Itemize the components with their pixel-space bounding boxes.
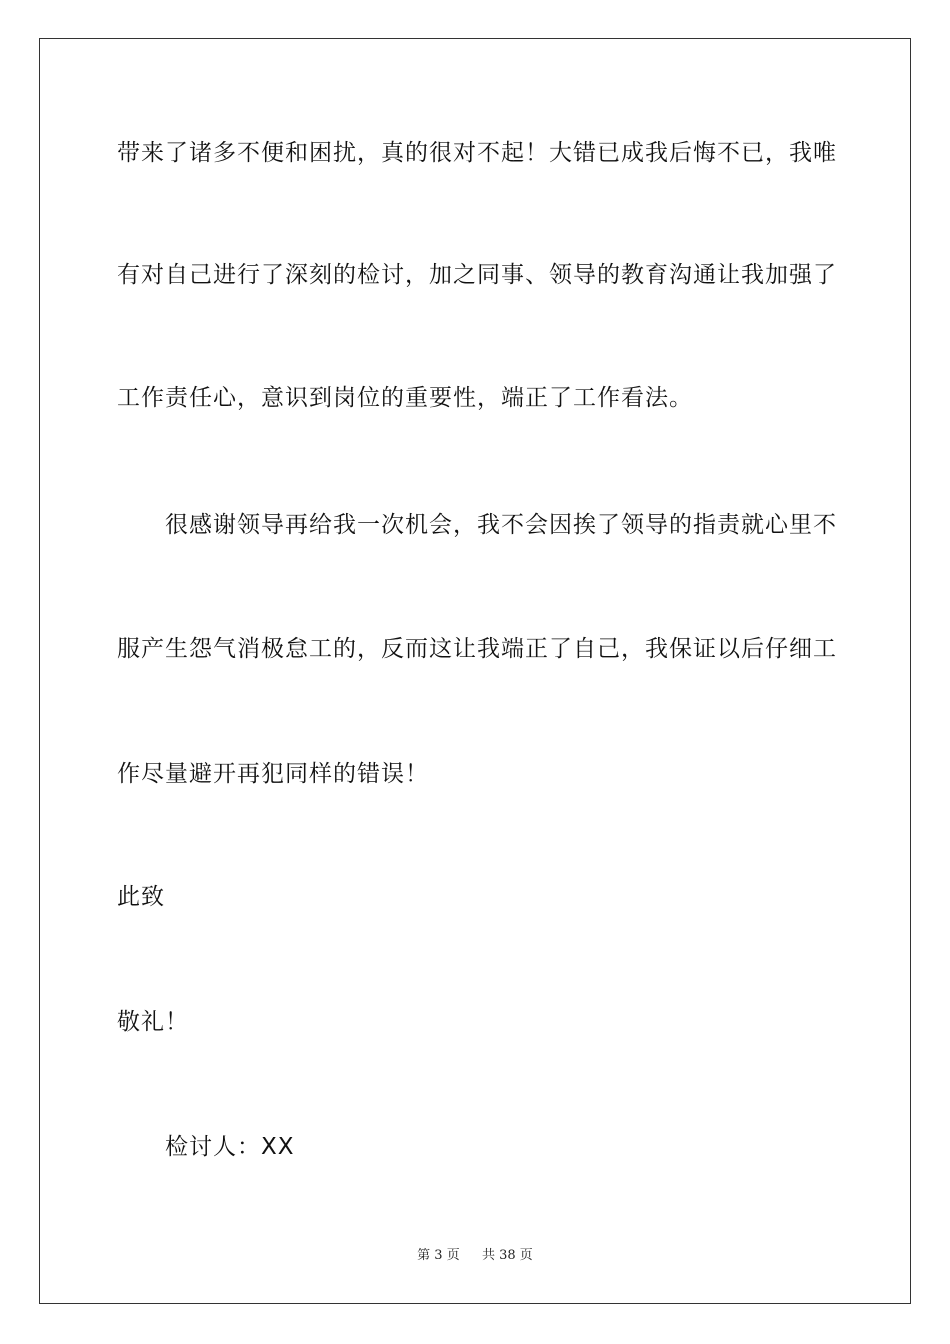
body-line-6: 作尽量避开再犯同样的错误！ bbox=[117, 761, 429, 787]
body-line-3: 工作责任心，意识到岗位的重要性，端正了工作看法。 bbox=[117, 385, 693, 411]
signature-text: 检讨人：XX bbox=[165, 1134, 295, 1160]
body-line-2: 有对自己进行了深刻的检讨，加之同事、领导的教育沟通让我加强了 bbox=[117, 262, 837, 288]
body-line-1: 带来了诸多不便和困扰，真的很对不起！大错已成我后悔不已，我唯 bbox=[117, 140, 837, 166]
page-frame bbox=[39, 38, 911, 1304]
salute-text: 敬礼！ bbox=[117, 1009, 189, 1035]
body-line-4: 很感谢领导再给我一次机会，我不会因挨了领导的指责就心里不 bbox=[165, 512, 837, 538]
page-number: 第 3 页 bbox=[417, 1248, 460, 1263]
page-footer bbox=[0, 1247, 950, 1265]
closing-text: 此致 bbox=[117, 884, 165, 910]
body-line-5: 服产生怨气消极怠工的，反而这让我端正了自己，我保证以后仔细工 bbox=[117, 636, 837, 662]
page-total: 共 38 页 bbox=[482, 1248, 533, 1263]
